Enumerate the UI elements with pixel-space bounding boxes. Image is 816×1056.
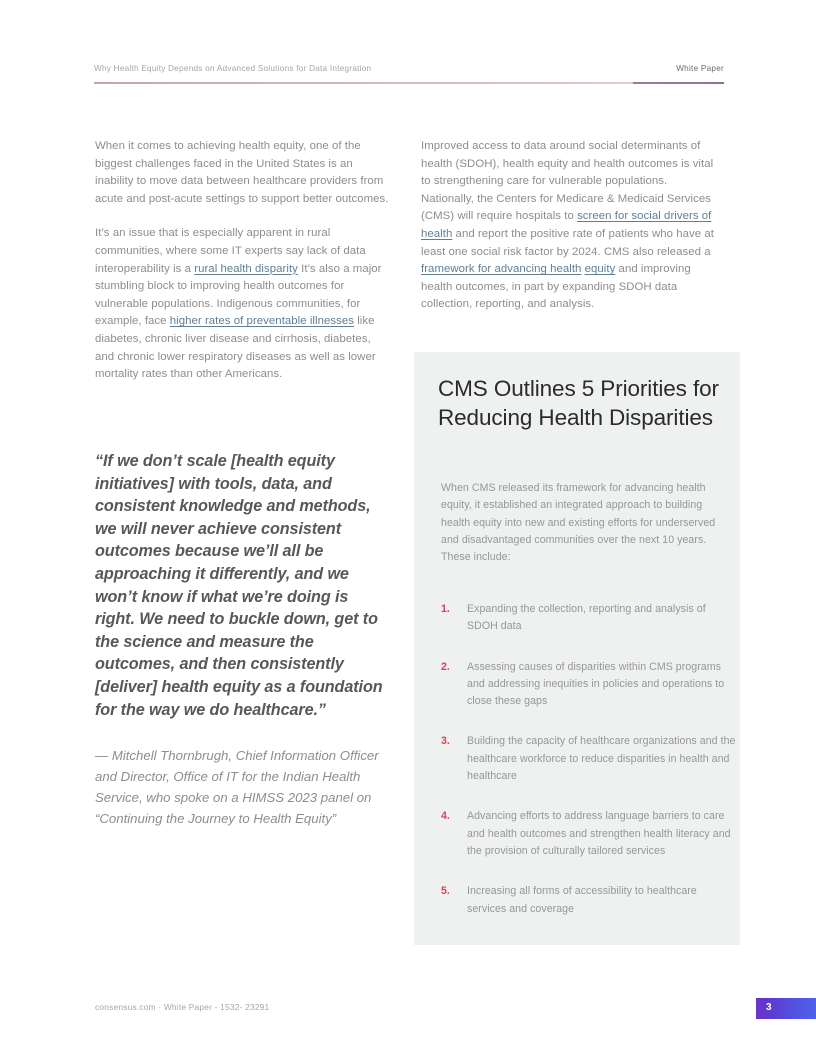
list-item <box>441 808 737 860</box>
list-item <box>441 601 737 636</box>
link-health[interactable]: health <box>421 227 453 240</box>
pullquote-block <box>95 450 391 829</box>
right-column <box>421 138 721 314</box>
panel-heading: CMS Outlines 5 Priorities for Reducing Health Disparities <box>438 376 719 430</box>
right-p1-text-3: and report the positive rate of patients who have at least one social risk factor by 2024. CMS also released a <box>421 227 714 258</box>
list-item <box>441 733 737 785</box>
link-rural-health-disparity[interactable]: rural health disparity <box>194 262 298 275</box>
left-p2-text-3: like diabetes, chronic liver disease and cirrhosis, diabetes, and chronic lower respiratory diseases as well as lower mortality rates than other Americans. <box>95 315 376 381</box>
list-item-text: Building the capacity of healthcare organizations and the healthcare workforce to reduce disparities in health and healthcare <box>467 735 736 783</box>
link-higher-rates-preventable-illnesses[interactable]: higher rates of preventable illnesses <box>169 315 354 328</box>
list-item-text: Advancing efforts to address language barriers to care and health outcomes and strengthen health literacy and the provision of culturally tailored services <box>467 810 731 857</box>
cms-priorities-panel <box>414 352 740 945</box>
page-number-value: 3 <box>766 1002 772 1013</box>
left-column <box>95 138 391 384</box>
list-item-text: Increasing all forms of accessibility to healthcare services and coverage <box>467 885 697 915</box>
list-item-number: 4. <box>441 810 450 823</box>
link-framework-advancing-health[interactable]: framework for advancing health <box>421 263 582 276</box>
page-number-badge <box>756 998 816 1019</box>
footer-source-text: consensus.com · White Paper - 1532- 23291 <box>95 1002 270 1012</box>
list-item-number: 5. <box>441 885 450 898</box>
left-p2-text-2: It’s also a major stumbling block to improving health outcomes for vulnerable populations. Indigenous communities, for example, face <box>95 262 382 328</box>
link-screen-social-drivers[interactable]: screen for social drivers of <box>577 210 712 223</box>
page-header <box>94 64 724 88</box>
pullquote-text: “If we don’t scale [health equity initiatives] with tools, data, and consistent knowledge and methods, we will never achieve consistent outcomes because we’ll all be approaching it differently, and we won’t know if what we’re doing is right. We need to buckle down, get to the science and measure the outcomes, and then consistently [deliver] health equity as a foundation for the way we do healthcare.” <box>95 452 383 719</box>
pullquote-attribution: — Mitchell Thornbrugh, Chief Information Officer and Director, Office of IT for the Indian Health Service, who spoke on a HIMSS 2023 panel on “Continuing the Journey to Health Equity” <box>95 748 379 827</box>
right-paragraph-1 <box>421 138 721 314</box>
list-item <box>441 659 737 711</box>
panel-intro-paragraph: When CMS released its framework for advancing health equity, it established an integrated approach to building health equity into new and existing efforts for underserved and disadvantaged communities over the next 10 years. These include: <box>441 482 716 564</box>
list-item-number: 3. <box>441 735 450 748</box>
right-p1-text-1: Improved access to data around social determinants of health (SDOH), health equity and health outcomes is vital to strengthening care for vulnerable populations. Nationally, the Centers for Medicare & Medicaid Services (CMS) will require hospitals to <box>421 140 714 223</box>
header-divider-rule <box>94 82 724 84</box>
header-doctype-label: White Paper <box>676 64 724 73</box>
list-item-text: Assessing causes of disparities within CMS programs and addressing inequities in policies and operations to close these gaps <box>467 660 725 708</box>
link-equity[interactable]: equity <box>584 263 616 276</box>
list-item-text: Expanding the collection, reporting and analysis of SDOH data <box>467 603 706 633</box>
left-p2-text-1: It’s an issue that is especially apparent in rural communities, where some IT experts say lack of data interoperability is a <box>95 227 366 275</box>
left-paragraph-1: When it comes to achieving health equity, one of the biggest challenges faced in the United States is an inability to move data between healthcare providers from acute and post-acute settings to support better outcomes. <box>95 140 389 205</box>
left-paragraph-2 <box>95 225 391 383</box>
header-document-title: Why Health Equity Depends on Advanced Solutions for Data Integration <box>94 64 372 73</box>
list-item-number: 1. <box>441 603 450 615</box>
panel-numbered-list <box>441 601 737 918</box>
right-p1-text-5: and improving health outcomes, in part by expanding SDOH data collection, reporting, and analysis. <box>421 263 691 311</box>
list-item <box>441 883 737 918</box>
list-item-number: 2. <box>441 660 450 673</box>
